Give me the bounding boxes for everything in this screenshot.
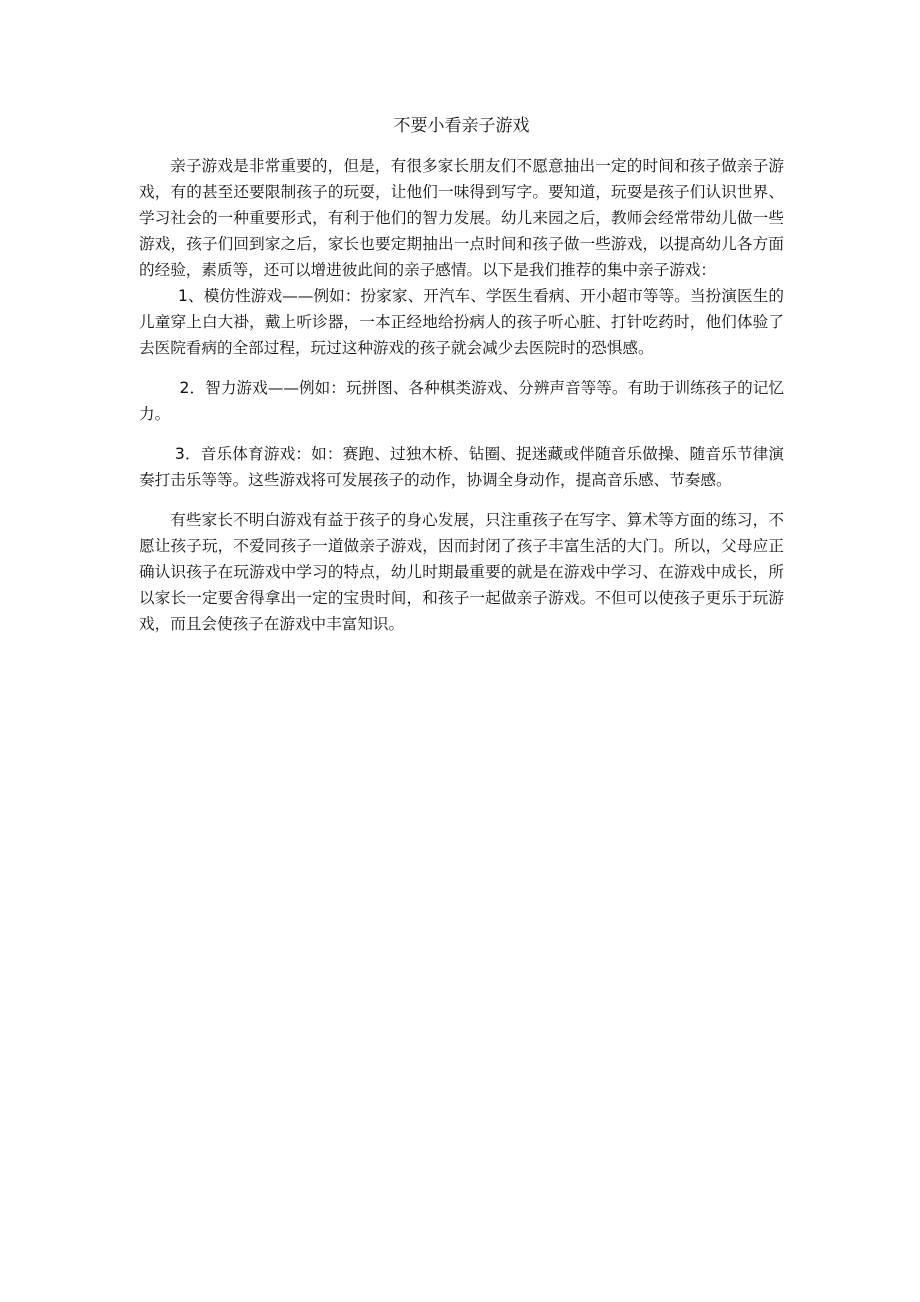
intro-paragraph: 亲子游戏是非常重要的，但是，有很多家长朋友们不愿意抽出一定的时间和孩子做亲子游戏，有的甚至还要限制孩子的玩耍，让他们一味得到写字。要知道，玩耍是孩子们认识世界、学习社会的一种重要形式，有利于他们的智力发展。幼儿来园之后，教师会经常带幼儿做一些游戏，孩子们回到家之后，家长也要定期抽出一点时间和孩子做一些游戏，以提高幼儿各方面的经验，素质等，还可以增进彼此间的亲子感情。以下是我们推荐的集中亲子游戏： <box>139 157 784 279</box>
list-item-1-text: 模仿性游戏——例如：扮家家、开汽车、学医生看病、开小超市等等。当扮演医生的儿童穿上白大褂，戴上听诊器，一本正经地给扮病人的孩子听心脏、打针吃药时，他们体验了去医院看病的全部过程，玩过这种游戏的孩子就会减少去医院时的恐惧感。 <box>139 287 784 357</box>
document-body <box>139 113 784 637</box>
list-item-2-number: 2． <box>179 379 206 397</box>
document-title: 不要小看亲子游戏 <box>393 116 530 136</box>
list-item-3 <box>139 441 784 493</box>
list-item-1-number: 1、 <box>178 287 204 305</box>
list-item-1 <box>139 283 784 361</box>
list-item-2 <box>139 375 784 427</box>
list-item-3-text: 音乐体育游戏：如：赛跑、过独木桥、钻圈、捉迷藏或伴随音乐做操、随音乐节律演奏打击乐等等。这些游戏将可发展孩子的动作，协调全身动作，提高音乐感、节奏感。 <box>139 445 784 489</box>
list-item-2-text: 智力游戏——例如：玩拼图、各种棋类游戏、分辨声音等等。有助于训练孩子的记忆力。 <box>139 379 784 423</box>
conclusion-paragraph: 有些家长不明白游戏有益于孩子的身心发展，只注重孩子在写字、算术等方面的练习，不愿让孩子玩，不爱同孩子一道做亲子游戏，因而封闭了孩子丰富生活的大门。所以，父母应正确认识孩子在玩游戏中学习的特点，幼儿时期最重要的就是在游戏中学习、在游戏中成长，所以家长一定要舍得拿出一定的宝贵时间，和孩子一起做亲子游戏。不但可以使孩子更乐于玩游戏，而且会使孩子在游戏中丰富知识。 <box>139 511 784 633</box>
list-item-3-number: 3． <box>174 445 201 463</box>
